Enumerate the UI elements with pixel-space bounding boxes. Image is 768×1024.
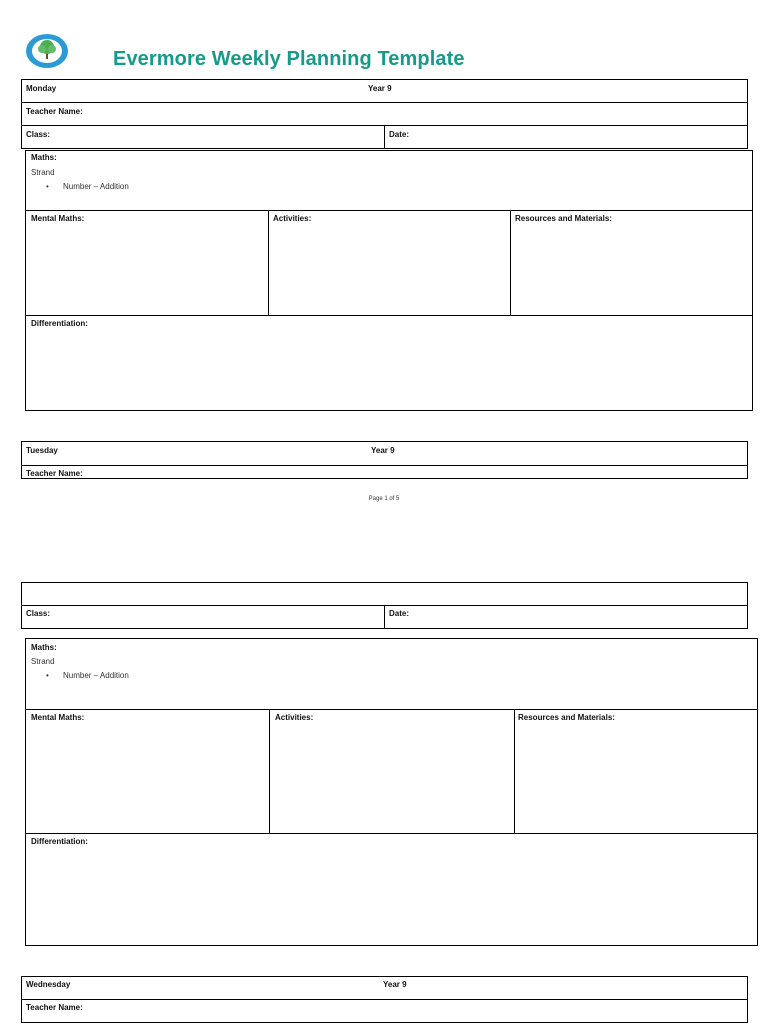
mental-maths-box[interactable] [25,709,270,834]
teacher-name-label: Teacher Name: [26,107,83,116]
year-label: Year 9 [368,84,392,93]
differentiation-label: Differentiation: [31,319,88,328]
mental-maths-box[interactable] [25,210,269,316]
class-field[interactable] [21,125,385,149]
strand-item: Number – Addition [63,182,129,191]
activities-label: Activities: [273,214,312,223]
school-logo [25,33,69,69]
differentiation-box[interactable] [25,315,753,411]
class-label: Class: [26,609,51,618]
resources-label: Resources and Materials: [515,214,612,223]
teacher-name-label: Teacher Name: [26,469,83,478]
activities-box[interactable] [269,709,515,834]
resources-box[interactable] [514,709,758,834]
strand-label: Strand [31,168,55,177]
teacher-name-row[interactable] [21,102,748,126]
class-field[interactable] [21,605,385,629]
resources-label: Resources and Materials: [518,713,615,722]
class-label: Class: [26,130,51,139]
date-field[interactable] [384,605,748,629]
bullet-icon: • [46,182,49,191]
bullet-icon: • [46,671,49,680]
teacher-name-row[interactable] [21,999,748,1023]
page-title: Evermore Weekly Planning Template [113,48,465,70]
maths-label: Maths: [31,643,57,652]
maths-section [25,638,758,710]
year-label: Year 9 [383,980,407,989]
mental-maths-label: Mental Maths: [31,214,85,223]
activities-box[interactable] [268,210,511,316]
day-name: Tuesday [26,446,58,455]
date-field[interactable] [384,125,748,149]
year-label: Year 9 [371,446,395,455]
strand-label: Strand [31,657,55,666]
maths-label: Maths: [31,153,57,162]
mental-maths-label: Mental Maths: [31,713,85,722]
day-name: Monday [26,84,57,93]
day-name: Wednesday [26,980,71,989]
date-label: Date: [389,130,410,139]
activities-label: Activities: [275,713,314,722]
page-number: Page 1 of 5 [368,496,400,502]
date-label: Date: [389,609,410,618]
resources-box[interactable] [510,210,753,316]
differentiation-box[interactable] [25,833,758,946]
teacher-name-row-continued[interactable] [21,582,748,606]
maths-section [25,150,753,211]
teacher-name-row[interactable] [21,465,748,479]
strand-item: Number – Addition [63,671,129,680]
teacher-name-label: Teacher Name: [26,1003,83,1012]
differentiation-label: Differentiation: [31,837,88,846]
